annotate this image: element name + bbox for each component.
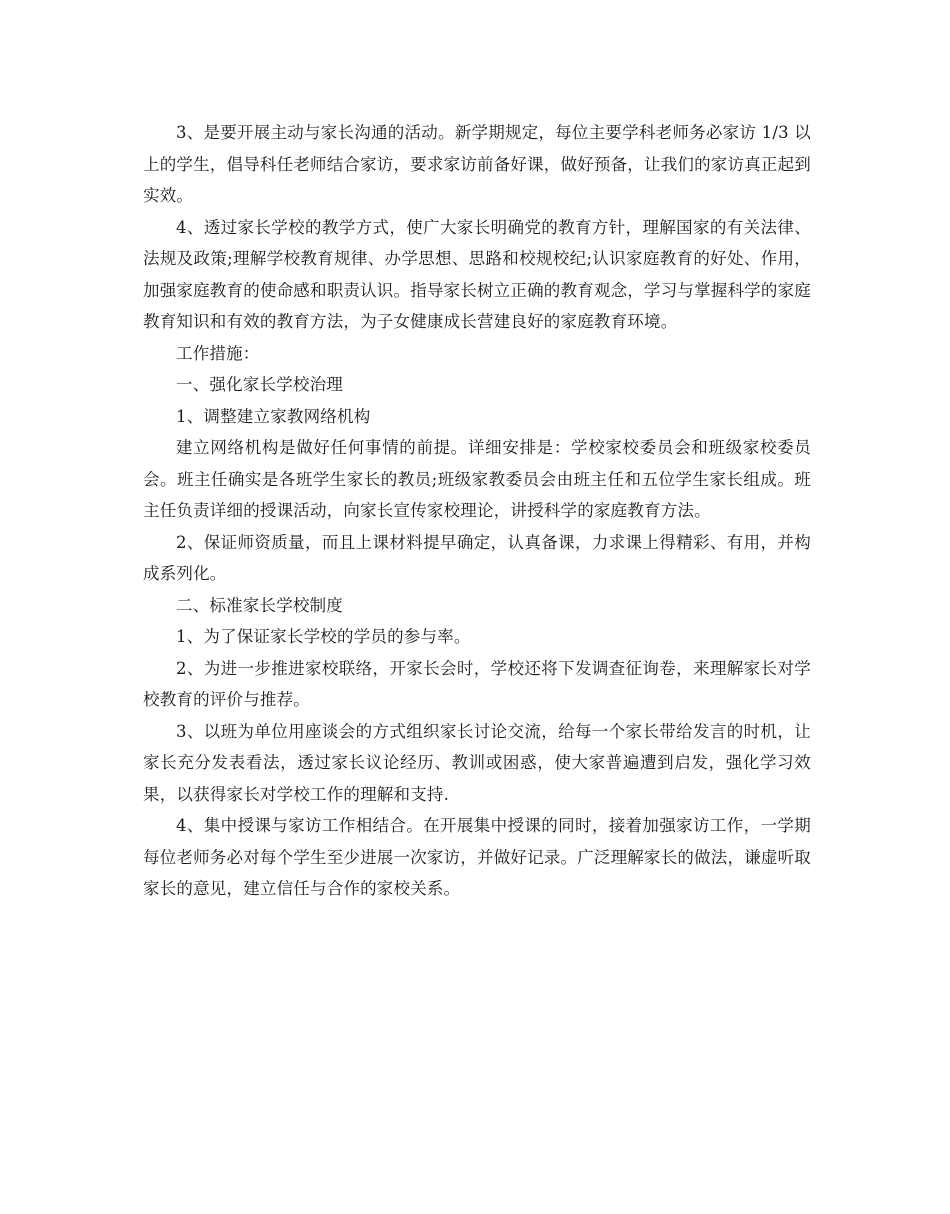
- subheading-network-organization: 1、调整建立家教网络机构: [176, 406, 371, 426]
- heading-section-one: 一、强化家长学校治理: [176, 375, 343, 394]
- paragraph-teacher-quality: 2、保证师资质量，而且上课材料提早确定，认真备课，力求课上得精彩、有用，并构成系列化。: [143, 532, 811, 583]
- paragraph-network-organization: 建立网络机构是做好任何事情的前提。详细安排是：学校家校委员会和班级家校委员会。班主任确实是各班学生家长的教员;班级家教委员会由班主任和五位学生家长组成。班主任负责详细的授课活动，向家长宣传家校理论，讲授科学的家庭教育方法。: [143, 438, 811, 520]
- paragraph-home-visit-communication: 3、是要开展主动与家长沟通的活动。新学期规定，每位主要学科老师务必家访 1/3 以上的学生，倡导科任老师结合家访，要求家访前备好课，做好预备，让我们的家访真正起到实效。: [143, 123, 811, 205]
- paragraph-parent-school-teaching: 4、透过家长学校的教学方式，使广大家长明确党的教育方针，理解国家的有关法律、法规及政策;理解学校教育规律、办学思想、思路和校规校纪;认识家庭教育的好处、作用，加强家庭教育的使命感和职责认识。指导家长树立正确的教育观念，学习与掌握科学的家庭教育知识和有效的教育方法，为子女健康成长营建良好的家庭教育环境。: [143, 217, 811, 331]
- paragraph-class-discussion: 3、以班为单位用座谈会的方式组织家长讨论交流，给每一个家长带给发言的时机，让家长充分发表看法，透过家长议论经历、教训或困惑，使大家普遍遭到启发，强化学习效果，以获得家长对学校工作的理解和支持.: [143, 721, 811, 804]
- paragraph-parent-meeting-survey: 2、为进一步推进家校联络，开家长会时，学校还将下发调查征询卷，来理解家长对学校教育的评价与推荐。: [143, 658, 811, 709]
- heading-section-two: 二、标准家长学校制度: [176, 595, 343, 615]
- document-body: [143, 117, 811, 905]
- paragraph-participation-rate: 1、为了保证家长学校的学员的参与率。: [176, 627, 471, 646]
- paragraph-teaching-and-home-visits: 4、集中授课与家访工作相结合。在开展集中授课的同时，接着加强家访工作，一学期每位老师务必对每个学生至少进展一次家访，并做好记录。广泛理解家长的做法，谦虚听取家长的意见，建立信任与合作的家校关系。: [143, 816, 811, 898]
- heading-work-measures: 工作措施：: [176, 343, 260, 363]
